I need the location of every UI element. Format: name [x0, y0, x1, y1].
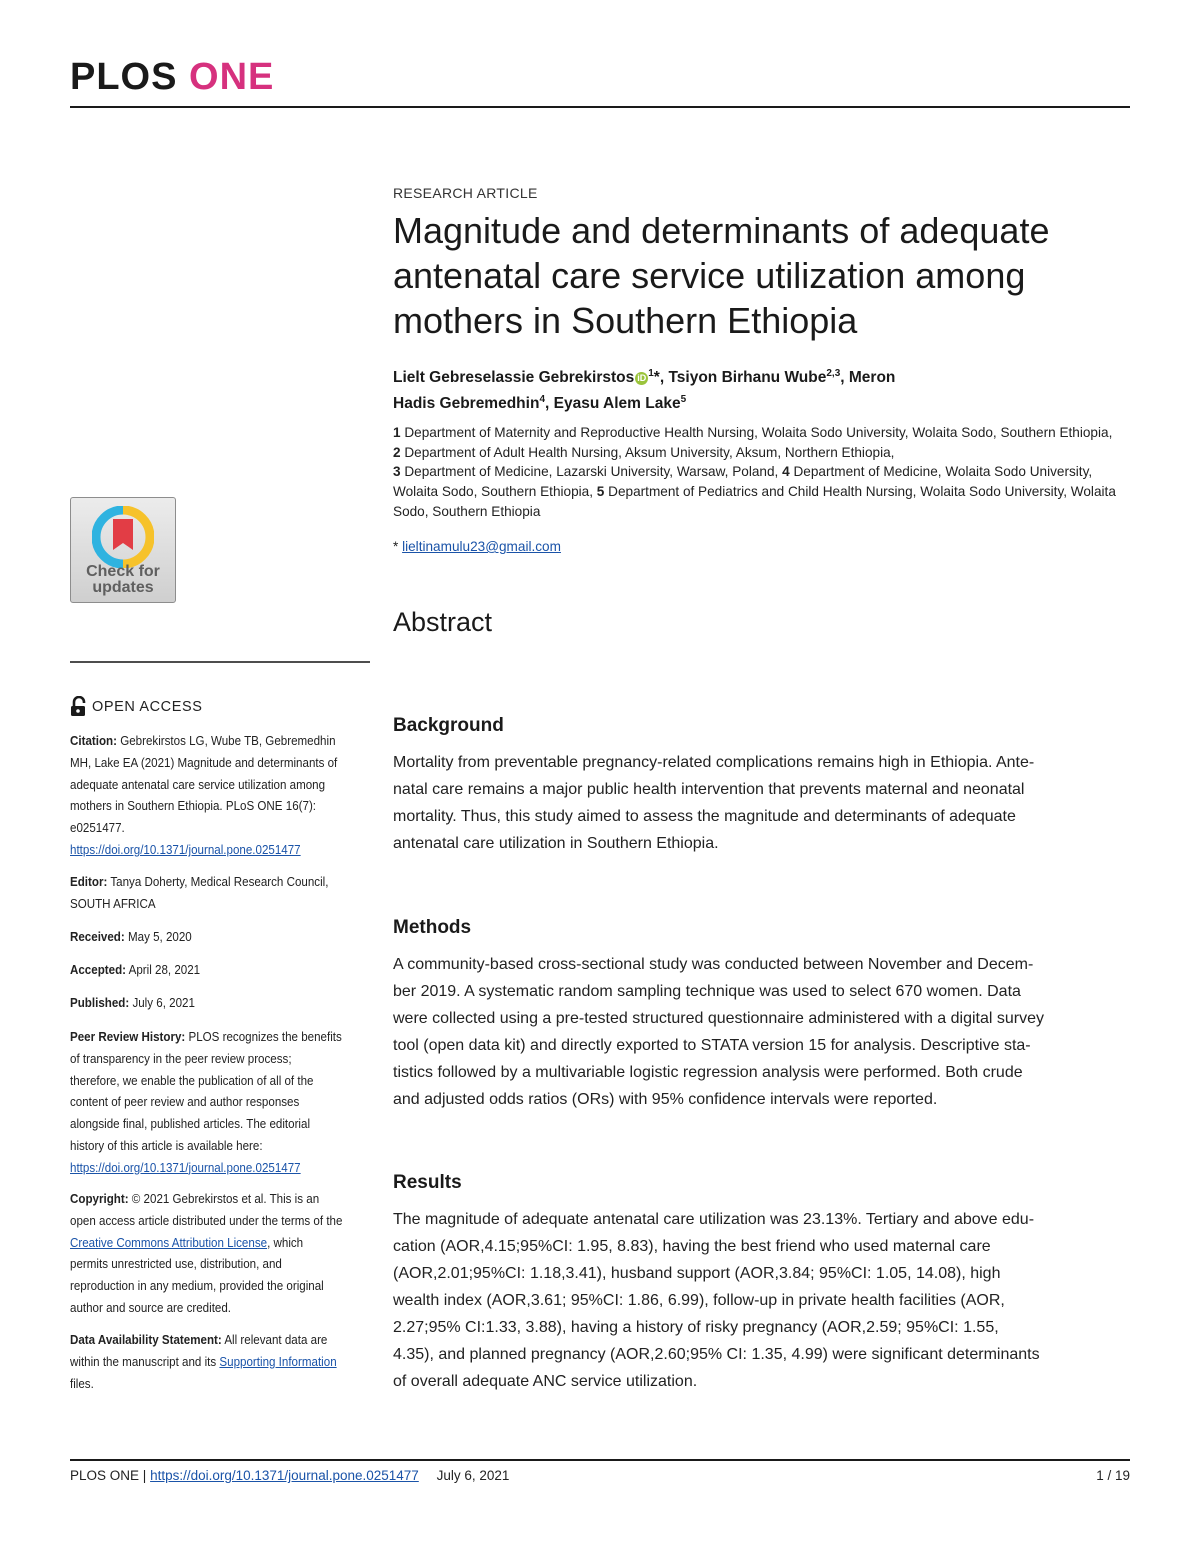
author-line-1: Lielt Gebreselassie Gebrekirstos iD $^1$*, Tsiyon Birhanu Wube$^{2,3}$, Meron	[393, 368, 896, 387]
footer-divider	[70, 1459, 1130, 1461]
check-for-updates-badge[interactable]	[70, 497, 176, 603]
footer-date: July 6, 2021	[436, 1468, 510, 1483]
affil-1-num: 1	[393, 425, 401, 440]
published-block	[70, 993, 344, 1015]
published-date: July 6, 2021	[132, 996, 195, 1010]
background-line: natal care remains a major public health intervention that prevents maternal and neonatal	[393, 781, 1025, 798]
article-type: RESEARCH ARTICLE	[393, 185, 538, 201]
citation-text: Gebrekirstos LG, Wube TB, Gebremedhin MH, Lake EA (2021) Magnitude and determinants of adequate antenatal care service utilization among mothers in Southern Ethiopia. PLoS ONE 16(7): e0251477.	[70, 734, 338, 836]
citation-block	[70, 731, 344, 862]
affil-4: Department of Medicine, Wolaita Sodo University, Wolaita Sodo, Southern Ethiopia,	[393, 464, 1093, 500]
open-access-label: OPEN ACCESS	[92, 698, 203, 715]
affil-4-num: 4	[782, 464, 790, 480]
results-paragraph	[393, 1206, 1128, 1395]
methods-line: were collected using a pre-tested structured questionnaire administered with a digital survey	[393, 1010, 1045, 1027]
peer-review-link[interactable]: https://doi.org/10.1371/journal.pone.0251477	[70, 1160, 301, 1175]
data-availability-label: Data Availability Statement:	[70, 1333, 222, 1347]
affil-5-num: 5	[596, 484, 605, 500]
background-line: Mortality from preventable pregnancy-related complications remains high in Ethiopia. Ante-	[393, 754, 1035, 771]
background-line: antenatal care utilization in Southern Ethiopia.	[393, 835, 719, 852]
author-2[interactable]: Tsiyon Birhanu Wube	[668, 369, 827, 387]
title-line-1: Magnitude and determinants of adequate	[393, 210, 1050, 251]
editor-block	[70, 872, 344, 916]
corresponding-email-link[interactable]: lieltinamulu23@gmail.com	[402, 539, 561, 554]
results-line: 2.27;95% CI:1.33, 3.88), having a history of risky pregnancy (AOR,2.59; 95%CI: 1.55,	[393, 1319, 999, 1336]
data-availability-text-2: files.	[70, 1376, 94, 1391]
data-availability-block	[70, 1330, 344, 1395]
author-3-rest: Hadis Gebremedhin	[393, 395, 540, 413]
editor-label: Editor:	[70, 875, 108, 889]
title-line-3: mothers in Southern Ethiopia	[393, 300, 858, 341]
results-heading: Results	[393, 1172, 462, 1193]
affil-1: Department of Maternity and Reproductive Health Nursing, Wolaita Sodo University, Wolaita Sodo, Southern Ethiopia,	[404, 425, 1113, 440]
methods-heading: Methods	[393, 917, 472, 938]
license-link[interactable]: Creative Commons Attribution License	[70, 1235, 268, 1250]
affil-3: Department of Medicine, Lazarski University, Warsaw, Poland,	[404, 464, 779, 480]
open-lock-icon	[70, 696, 88, 717]
badge-line1: Check for	[86, 563, 160, 580]
author-3-first: Meron	[848, 369, 896, 387]
article-title	[393, 208, 1123, 343]
peer-review-text: PLOS recognizes the benefits of transparency in the peer review process; therefore, we enable the publication of all of the content of peer review and author responses alongside final, published articles. The editorial history of this article is available here:	[70, 1030, 342, 1153]
accepted-label: Accepted:	[70, 963, 127, 977]
author-3-affil: 4	[539, 394, 545, 406]
supporting-information-link[interactable]: Supporting Information	[219, 1354, 337, 1369]
author-1[interactable]: Lielt Gebreselassie Gebrekirstos	[393, 369, 635, 387]
data-availability-text-1: All relevant data are within the manuscript and its	[70, 1333, 328, 1369]
received-label: Received:	[70, 930, 125, 944]
affil-2-num: 2	[393, 444, 401, 460]
background-heading: Background	[393, 715, 504, 736]
published-label: Published:	[70, 996, 130, 1010]
results-line: The magnitude of adequate antenatal care utilization was 23.13%. Tertiary and above edu-	[393, 1211, 1035, 1228]
methods-line: A community-based cross-sectional study was conducted between November and Decem-	[393, 956, 1034, 973]
methods-line: tistics followed by a multivariable logistic regression analysis were performed. Both crude	[393, 1064, 1023, 1081]
journal-logo-one: ONE	[189, 56, 275, 98]
citation-label: Citation:	[70, 734, 117, 748]
background-paragraph	[393, 749, 1128, 857]
author-list	[393, 363, 1133, 415]
affiliations	[393, 423, 1123, 522]
results-line: (AOR,2.01;95%CI: 1.18,3.41), husband support (AOR,3.84; 95%CI: 1.05, 14.08), high	[393, 1265, 1001, 1282]
copyright-block	[70, 1189, 344, 1320]
author-1-affil: 1	[648, 368, 654, 379]
accepted-date: April 28, 2021	[128, 963, 201, 977]
sidebar-divider	[70, 661, 370, 663]
footer-separator: |	[142, 1468, 147, 1483]
methods-paragraph	[393, 951, 1128, 1113]
title-line-2: antenatal care service utilization among	[393, 255, 1026, 296]
background-line: mortality. Thus, this study aimed to assess the magnitude and determinants of adequate	[393, 808, 1016, 825]
corresponding-mark: *	[393, 539, 399, 554]
orcid-icon[interactable]: iD	[637, 373, 647, 384]
peer-review-label: Peer Review History:	[70, 1030, 186, 1044]
header-divider	[70, 106, 1130, 108]
author-2-affil: 2,3	[826, 368, 841, 379]
received-block	[70, 927, 344, 949]
journal-logo	[70, 58, 274, 96]
editor-text: Tanya Doherty, Medical Research Council, SOUTH AFRICA	[70, 875, 329, 911]
received-date: May 5, 2020	[127, 930, 192, 944]
affil-2: Department of Adult Health Nursing, Aksum University, Aksum, Northern Ethiopia,	[404, 444, 895, 460]
affil-5: Department of Pediatrics and Child Health Nursing, Wolaita Sodo University, Wolaita Sodo, Southern Ethiopia	[393, 484, 1116, 519]
accepted-block	[70, 960, 344, 982]
author-line-2: Hadis Gebremedhin$^4$, Eyasu Alem Lake$^5$	[393, 394, 687, 413]
results-line: 4.35), and planned pregnancy (AOR,2.60;95% CI: 1.35, 4.99) were significant determinants	[393, 1346, 1040, 1363]
badge-text	[71, 564, 175, 596]
footer	[70, 1468, 509, 1483]
journal-logo-plos: PLOS	[70, 56, 178, 98]
footer-journal: PLOS ONE	[70, 1468, 140, 1483]
results-line: of overall adequate ANC service utilization.	[393, 1373, 698, 1390]
results-line: cation (AOR,4.15;95%CI: 1.95, 8.83), having the best friend who used maternal care	[393, 1238, 991, 1255]
author-4-affil: 5	[680, 394, 687, 406]
peer-review-block	[70, 1027, 344, 1180]
methods-line: tool (open data kit) and directly exported to STATA version 15 for analysis. Descriptive sta-	[393, 1037, 1031, 1054]
methods-line: and adjusted odds ratios (ORs) with 95% confidence intervals were reported.	[393, 1091, 938, 1108]
citation-doi-link[interactable]: https://doi.org/10.1371/journal.pone.0251477	[70, 842, 301, 857]
affil-3-num: 3	[393, 464, 401, 480]
copyright-text-1: © 2021 Gebrekirstos et al. This is an open access article distributed under the terms of the	[70, 1192, 343, 1228]
page-number: 1 / 19	[1096, 1468, 1130, 1483]
abstract-heading: Abstract	[393, 607, 493, 637]
crossmark-icon	[92, 506, 154, 568]
author-4[interactable]: Eyasu Alem Lake	[553, 395, 681, 413]
methods-line: ber 2019. A systematic random sampling technique was used to select 670 women. Data	[393, 983, 1021, 1000]
author-1-corresponding: *	[653, 369, 660, 387]
copyright-text-2: , which permits unrestricted use, distribution, and reproduction in any medium, provided the original author and source are credited.	[70, 1235, 324, 1315]
open-access	[70, 696, 203, 717]
corresponding-author	[393, 539, 1133, 554]
copyright-label: Copyright:	[70, 1192, 129, 1206]
results-line: wealth index (AOR,3.61; 95%CI: 1.86, 6.99), follow-up in private health facilities (AOR,	[393, 1292, 1005, 1309]
badge-line2: updates	[92, 579, 154, 596]
footer-doi-link[interactable]: https://doi.org/10.1371/journal.pone.0251477	[150, 1468, 419, 1483]
